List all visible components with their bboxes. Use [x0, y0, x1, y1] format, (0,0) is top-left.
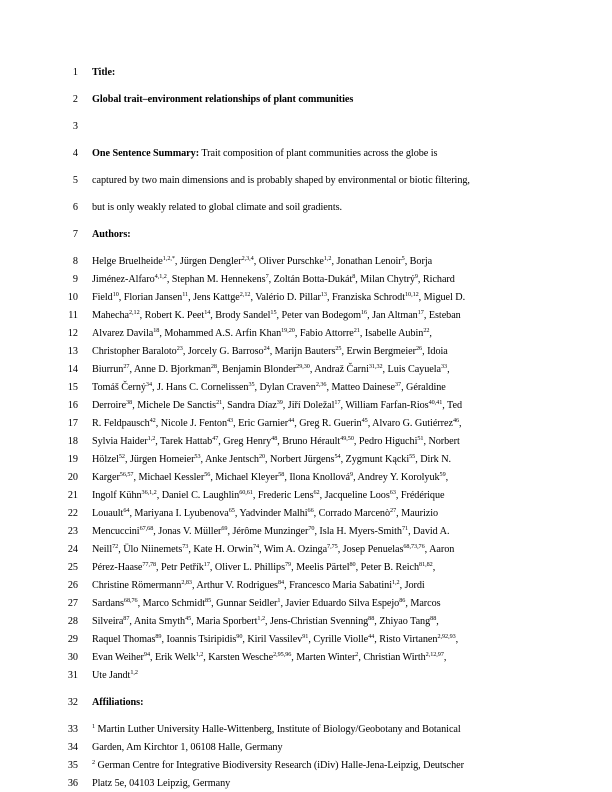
- line-text: Raquel Thomas$^{89}$, Ioannis Tsiripidis$^{90}$, Kiril Vassilev$^{91}$, Cyrille Violle$^{44}$, Risto Virtanen$^{2,92,93}$,: [92, 633, 459, 645]
- line-text: Derroire$^{38}$, Michele De Sanctis$^{21}$, Sandra Díaz$^{39}$, Jiří Doležal$^{17}$, William Farfan-Rios$^{40,41}$, Ted: [92, 399, 463, 411]
- line-number: 9: [72, 274, 78, 285]
- line-number: 15: [67, 382, 78, 393]
- line-text: Hölzel$^{52}$, Jürgen Homeier$^{53}$, Anke Jentsch$^{20}$, Norbert Jürgens$^{54}$, Zygmunt Kącki$^{55}$, Dirk N.: [92, 453, 452, 465]
- line-number: 4: [72, 148, 78, 159]
- line-number: 24: [67, 544, 78, 555]
- line-text: Evan Weiher$^{94}$, Erik Welk$^{1,2}$, Karsten Wesche$^{2,95,96}$, Marten Winter$^2$, Christian Wirth$^{2,12,97}$,: [92, 651, 447, 663]
- line-text: Title:: [92, 67, 116, 78]
- line-number: 5: [72, 175, 78, 186]
- line-number: 12: [67, 328, 78, 339]
- line-text: Platz 5e, 04103 Leipzig, Germany: [92, 778, 231, 789]
- line-text: Christopher Baraloto$^{23}$, Jorcely G. Barroso$^{24}$, Marijn Bauters$^{25}$, Erwin Bergmeier$^{26}$, Idoia: [92, 345, 448, 357]
- line-text: Pérez-Haase$^{77,78}$, Petr Petřík$^{17}$, Oliver L. Phillips$^{79}$, Meelis Pärtel$^{80}$, Peter B. Reich$^{81,82}$,: [92, 561, 436, 573]
- line-number: 36: [67, 778, 78, 789]
- line-text: Mencuccini$^{67,68}$, Jonas V. Müller$^{69}$, Jérôme Munzinger$^{70}$, Isla H. Myers-Smith$^{71}$, David A.: [92, 525, 450, 537]
- line-number: 17: [67, 418, 78, 429]
- line-text: R. Feldpausch$^{42}$, Nicole J. Fenton$^{43}$, Eric Garnier$^{44}$, Greg R. Guerin$^{45}$, Alvaro G. Gutiérrez$^{46}$,: [92, 417, 462, 429]
- line-text: Tomáš Černý$^{34}$, J. Hans C. Cornelissen$^{35}$, Dylan Craven$^{2,36}$, Matteo Dainese$^{37}$, Géraldine: [92, 381, 446, 393]
- line-number: 16: [67, 400, 78, 411]
- line-number: 32: [67, 697, 78, 708]
- line-number: 28: [67, 616, 78, 627]
- line-number: 6: [72, 202, 78, 213]
- line-text: $^2$ German Centre for Integrative Biodiversity Research (iDiv) Halle-Jena-Leipzig, Deutscher: [92, 759, 464, 771]
- line-text: Neill$^{72}$, Ülo Niinemets$^{73}$, Kate H. Orwin$^{74}$, Wim A. Ozinga$^{7,75}$, Josep Penuelas$^{68,73,76}$, Aaron: [92, 543, 455, 555]
- line-number: 10: [67, 292, 78, 303]
- line-number: 13: [67, 346, 78, 357]
- line-text: One Sentence Summary: Trait composition of plant communities across the globe is: [92, 148, 438, 159]
- line-number: 34: [67, 742, 78, 753]
- line-number: 30: [67, 652, 78, 663]
- line-number: 18: [67, 436, 78, 447]
- line-number: 22: [67, 508, 78, 519]
- line-text: Sylvia Haider$^{1,2}$, Tarek Hattab$^{47}$, Greg Henry$^{48}$, Bruno Hérault$^{49,50}$, Pedro Higuchi$^{51}$, Norbert: [92, 435, 460, 447]
- line-number: 19: [67, 454, 78, 465]
- line-text: but is only weakly related to global climate and soil gradients.: [92, 202, 343, 213]
- line-number: 23: [67, 526, 78, 537]
- line-text: Authors:: [92, 229, 131, 240]
- line-number: 20: [67, 472, 78, 483]
- line-text: Alvarez Davila$^{18}$, Mohammed A.S. Arfin Khan$^{19,20}$, Fabio Attorre$^{21}$, Isabelle Aubin$^{22}$,: [92, 327, 432, 339]
- line-number: 1: [72, 67, 78, 78]
- line-number: 26: [67, 580, 78, 591]
- line-number: 33: [67, 724, 78, 735]
- line-text: Field$^{10}$, Florian Jansen$^{11}$, Jens Kattge$^{2,12}$, Valério D. Pillar$^{13}$, Franziska Schrodt$^{10,12}$, Miguel D.: [92, 291, 466, 303]
- line-text: Garden, Am Kirchtor 1, 06108 Halle, Germany: [92, 742, 283, 753]
- line-number: 29: [67, 634, 78, 645]
- line-number: 8: [72, 256, 78, 267]
- line-number: 21: [67, 490, 78, 501]
- line-number: 27: [67, 598, 78, 609]
- line-text: Global trait–environment relationships of plant communities: [92, 94, 354, 105]
- line-number: 3: [72, 121, 78, 132]
- line-text: Ute Jandt$^{1,2}$: [92, 669, 138, 681]
- line-number: 2: [72, 94, 78, 105]
- line-text: Helge Bruelheide$^{1,2,*}$, Jürgen Dengler$^{2,3,4}$, Oliver Purschke$^{1,2}$, Jonathan Lenoir$^5$, Borja: [92, 255, 433, 267]
- line-text: Biurrun$^{27}$, Anne D. Bjorkman$^{28}$, Benjamin Blonder$^{29,30}$, Andraž Čarni$^{31,32}$, Luis Cayuela$^{33}$,: [92, 363, 450, 375]
- line-number: 35: [67, 760, 78, 771]
- line-text: Karger$^{56,57}$, Michael Kessler$^{56}$, Michael Kleyer$^{58}$, Ilona Knollová$^9$, Andrey Y. Korolyuk$^{59}$,: [92, 471, 449, 483]
- line-number: 11: [68, 310, 78, 321]
- line-number: 7: [72, 229, 78, 240]
- line-text: Ingolf Kühn$^{36,1,2}$, Daniel C. Laughlin$^{60,61}$, Frederic Lens$^{62}$, Jacqueline Loos$^{63}$, Frédérique: [92, 489, 445, 501]
- line-number: 31: [67, 670, 78, 681]
- line-text: Affiliations:: [92, 697, 144, 708]
- line-text: Christine Römermann$^{2,83}$, Arthur V. Rodrigues$^{84}$, Francesco Maria Sabatini$^{1,2}$, Jordi: [92, 579, 425, 591]
- line-text: Louault$^{64}$, Mariyana I. Lyubenova$^{65}$, Yadvinder Malhi$^{66}$, Corrado Marcenò$^{27}$, Maurizio: [92, 507, 439, 519]
- line-text: Jiménez-Alfaro$^{4,1,2}$, Stephan M. Hennekens$^7$, Zoltán Botta-Dukát$^8$, Milan Chytrý$^9$, Richard: [92, 273, 455, 285]
- line-text: Silveira$^{87}$, Anita Smyth$^{45}$, Maria Sporbert$^{1,2}$, Jens-Christian Svenning$^{88}$, Zhiyao Tang$^{88}$,: [92, 615, 439, 627]
- line-number: 25: [67, 562, 78, 573]
- line-number: 14: [67, 364, 78, 375]
- line-text: captured by two main dimensions and is probably shaped by environmental or biotic filtering,: [92, 175, 470, 186]
- line-text: Mahecha$^{2,12}$, Robert K. Peet$^{14}$, Brody Sandel$^{15}$, Peter van Bodegom$^{16}$, Jan Altman$^{17}$, Esteban: [92, 309, 461, 321]
- line-text: $^1$ Martin Luther University Halle-Wittenberg, Institute of Biology/Geobotany and Botanical: [92, 723, 461, 735]
- line-text: Sardans$^{68,76}$, Marco Schmidt$^{85}$, Gunnar Seidler$^1$, Javier Eduardo Silva Espejo$^{86}$, Marcos: [92, 597, 441, 609]
